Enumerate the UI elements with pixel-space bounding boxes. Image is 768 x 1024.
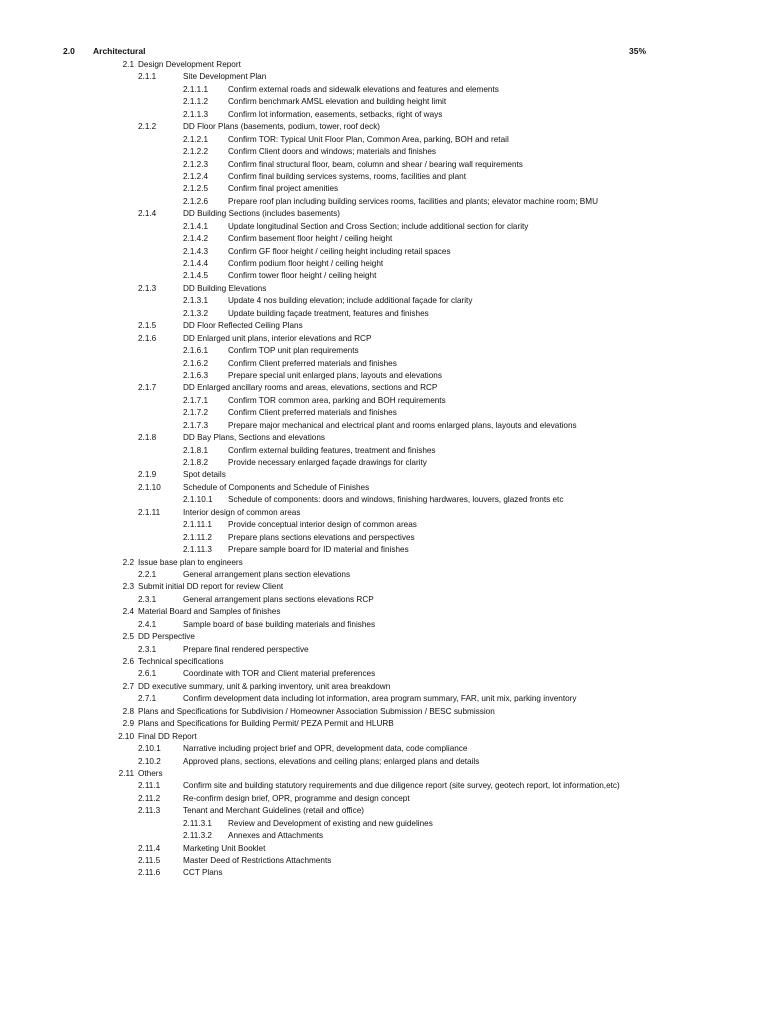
item-text: Confirm podium floor height / ceiling height xyxy=(228,259,384,268)
outline-item-level-3 xyxy=(0,494,768,506)
item-number: 2.4.1 xyxy=(138,619,157,629)
item-text: Interior design of common areas xyxy=(183,507,301,517)
outline-item-level-3 xyxy=(0,270,768,282)
item-text: Confirm final building services systems, rooms, facilities and plant xyxy=(228,171,466,181)
item-text: Approved plans, sections, elevations and ceiling plans; enlarged plans and details xyxy=(183,756,480,766)
item-number: 2.1.9 xyxy=(138,470,157,480)
item-number: 2.1.1.3 xyxy=(183,109,209,119)
item-text: Confirm TOR: Typical Unit Floor Plan, Common Area, parking, BOH and retail xyxy=(228,134,509,144)
item-text: DD Enlarged ancillary rooms and areas, elevations, sections and RCP xyxy=(183,383,438,393)
item-number: 2.1.5 xyxy=(138,321,157,331)
item-text: Material Board and Samples of finishes xyxy=(138,607,281,617)
item-number: 2.2 xyxy=(122,557,134,567)
item-text: Provide conceptual interior design of common areas xyxy=(228,520,417,530)
outline-item-level-3 xyxy=(0,258,768,270)
item-text: Confirm benchmark AMSL elevation and building height limit xyxy=(228,97,447,107)
outline-item-level-2 xyxy=(0,619,768,631)
outline-item-level-2 xyxy=(0,482,768,494)
outline-item-level-3 xyxy=(0,358,768,370)
item-text: Design Development Report xyxy=(138,60,241,69)
outline-item-level-3 xyxy=(0,84,768,96)
outline-item-level-2 xyxy=(0,793,768,805)
item-number: 2.2.1 xyxy=(138,569,157,579)
item-text: Provide necessary enlarged façade drawings for clarity xyxy=(228,458,427,467)
item-number: 2.1.6.2 xyxy=(183,358,209,368)
item-text: Prepare roof plan including building services rooms, facilities and plants; elevator machine room; BMU xyxy=(228,196,598,206)
item-text: Confirm external building features, treatment and finishes xyxy=(228,445,436,455)
item-number: 2.1.6 xyxy=(138,333,157,343)
item-number: 2.1.4.5 xyxy=(183,271,209,281)
outline-item-level-3 xyxy=(0,395,768,407)
item-number: 2.11.4 xyxy=(138,843,161,853)
item-number: 2.1.1 xyxy=(138,72,157,82)
item-text: Prepare special unit enlarged plans, layouts and elevations xyxy=(228,370,442,380)
item-number: 2.11.3.1 xyxy=(183,818,212,828)
item-text: Schedule of Components and Schedule of Finishes xyxy=(183,482,370,492)
item-text: DD Perspective xyxy=(138,632,195,642)
item-number: 2.4 xyxy=(122,607,134,617)
item-number: 2.11.6 xyxy=(138,868,161,878)
item-text: Others xyxy=(138,768,163,778)
item-text: Confirm Client preferred materials and finishes xyxy=(228,408,397,418)
item-number: 2.11.5 xyxy=(138,856,161,865)
outline-item-level-3 xyxy=(0,221,768,233)
outline-item-level-1 xyxy=(0,718,768,730)
item-number: 2.3.1 xyxy=(138,644,157,654)
item-text: Confirm TOR common area, parking and BOH requirements xyxy=(228,395,446,405)
item-text: Confirm final structural floor, beam, column and shear / bearing wall requirements xyxy=(228,159,523,169)
outline-list xyxy=(0,59,768,880)
outline-item-level-2 xyxy=(0,644,768,656)
section-header xyxy=(0,46,768,59)
outline-item-level-1 xyxy=(0,606,768,618)
item-text: DD Building Sections (includes basements) xyxy=(183,209,341,219)
item-text: Site Development Plan xyxy=(183,72,267,82)
outline-item-level-3 xyxy=(0,407,768,419)
outline-item-level-3 xyxy=(0,233,768,245)
item-number: 2.1.8 xyxy=(138,433,157,443)
item-number: 2.7.1 xyxy=(138,694,157,704)
outline-item-level-3 xyxy=(0,171,768,183)
item-number: 2.5 xyxy=(122,632,134,642)
outline-item-level-2 xyxy=(0,693,768,705)
outline-item-level-3 xyxy=(0,532,768,544)
item-text: Confirm Client doors and windows; materials and finishes xyxy=(228,147,436,157)
item-number: 2.1.3.2 xyxy=(183,308,209,318)
item-number: 2.1.7.3 xyxy=(183,420,209,430)
document-outline xyxy=(0,46,768,880)
item-number: 2.1.11.2 xyxy=(183,532,212,542)
outline-item-level-1 xyxy=(0,681,768,693)
item-number: 2.1.8.2 xyxy=(183,458,209,467)
outline-item-level-2 xyxy=(0,780,768,792)
outline-item-level-3 xyxy=(0,420,768,432)
outline-item-level-3 xyxy=(0,183,768,195)
item-number: 2.1.11 xyxy=(138,507,161,517)
outline-item-level-3 xyxy=(0,830,768,842)
outline-item-level-2 xyxy=(0,594,768,606)
outline-item-level-3 xyxy=(0,96,768,108)
item-number: 2.10 xyxy=(118,731,134,741)
item-text: Confirm basement floor height / ceiling height xyxy=(228,234,393,244)
item-number: 2.7 xyxy=(122,681,134,691)
outline-item-level-3 xyxy=(0,146,768,158)
item-text: Confirm development data including lot information, area program summary, FAR, unit mix, parking inventory xyxy=(183,694,577,704)
outline-item-level-3 xyxy=(0,159,768,171)
outline-item-level-1 xyxy=(0,768,768,780)
outline-item-level-2 xyxy=(0,333,768,345)
outline-item-level-2 xyxy=(0,843,768,855)
item-text: DD Bay Plans, Sections and elevations xyxy=(183,433,325,443)
item-text: Final DD Report xyxy=(138,731,197,741)
item-number: 2.1.4.3 xyxy=(183,246,209,256)
item-number: 2.6 xyxy=(122,657,134,666)
outline-item-level-1 xyxy=(0,59,768,71)
item-number: 2.1.4 xyxy=(138,209,157,219)
item-number: 2.11.3 xyxy=(138,806,161,816)
outline-item-level-3 xyxy=(0,345,768,357)
outline-item-level-3 xyxy=(0,370,768,382)
item-text: Prepare major mechanical and electrical plant and rooms enlarged plans, layouts and elevations xyxy=(228,420,577,430)
outline-item-level-2 xyxy=(0,867,768,879)
outline-item-level-1 xyxy=(0,731,768,743)
item-text: Update building façade treatment, features and finishes xyxy=(228,308,429,318)
item-text: DD Enlarged unit plans, interior elevations and RCP xyxy=(183,333,372,343)
outline-item-level-2 xyxy=(0,805,768,817)
item-number: 2.1.1.2 xyxy=(183,97,209,107)
item-text: Issue base plan to engineers xyxy=(138,557,243,567)
item-text: DD executive summary, unit & parking inventory, unit area breakdown xyxy=(138,681,391,691)
item-text: Narrative including project brief and OPR, development data, code compliance xyxy=(183,744,468,754)
item-number: 2.1.3.1 xyxy=(183,296,209,306)
item-number: 2.1.4.4 xyxy=(183,259,209,268)
outline-item-level-3 xyxy=(0,818,768,830)
item-text: Marketing Unit Booklet xyxy=(183,843,266,853)
item-text: Confirm Client preferred materials and finishes xyxy=(228,358,397,368)
item-text: Confirm lot information, easements, setbacks, right of ways xyxy=(228,109,443,119)
outline-item-level-3 xyxy=(0,134,768,146)
section-title: Architectural xyxy=(93,46,146,56)
outline-item-level-3 xyxy=(0,109,768,121)
item-number: 2.11 xyxy=(118,768,134,778)
item-number: 2.1.6.3 xyxy=(183,370,209,380)
item-number: 2.10.2 xyxy=(138,756,161,766)
item-number: 2.1.2.4 xyxy=(183,171,209,181)
section-percent: 35% xyxy=(629,46,647,56)
item-number: 2.1.2.1 xyxy=(183,134,209,144)
outline-item-level-2 xyxy=(0,469,768,481)
item-number: 2.1.11.3 xyxy=(183,545,212,555)
item-text: General arrangement plans section elevations xyxy=(183,569,351,579)
item-number: 2.1.2.2 xyxy=(183,147,209,157)
outline-item-level-1 xyxy=(0,557,768,569)
item-number: 2.8 xyxy=(122,706,134,716)
outline-item-level-2 xyxy=(0,855,768,867)
item-text: Annexes and Attachments xyxy=(228,831,324,841)
outline-item-level-3 xyxy=(0,295,768,307)
outline-item-level-2 xyxy=(0,743,768,755)
item-number: 2.3.1 xyxy=(138,594,157,604)
item-number: 2.1.6.1 xyxy=(183,346,209,356)
outline-item-level-1 xyxy=(0,656,768,668)
item-text: Update longitudinal Section and Cross Section; include additional section for clarity xyxy=(228,221,529,231)
item-text: Plans and Specifications for Subdivision / Homeowner Association Submission / BESC submission xyxy=(138,706,495,716)
item-text: DD Building Elevations xyxy=(183,283,267,293)
outline-item-level-3 xyxy=(0,457,768,469)
outline-item-level-2 xyxy=(0,121,768,133)
item-number: 2.1.2 xyxy=(138,122,157,132)
item-text: Update 4 nos building elevation; include additional façade for clarity xyxy=(228,296,473,306)
item-number: 2.11.1 xyxy=(138,781,161,791)
item-number: 2.1.4.1 xyxy=(183,221,209,231)
item-number: 2.1 xyxy=(122,60,134,69)
item-number: 2.10.1 xyxy=(138,744,161,754)
item-text: Schedule of components: doors and windows, finishing hardwares, louvers, glazed fronts etc xyxy=(228,495,564,505)
outline-item-level-1 xyxy=(0,631,768,643)
item-text: Confirm site and building statutory requirements and due diligence report (site survey, geotech report, lot information,etc) xyxy=(183,781,620,791)
outline-item-level-3 xyxy=(0,519,768,531)
item-number: 2.1.11.1 xyxy=(183,520,212,530)
item-number: 2.1.7.1 xyxy=(183,395,209,405)
item-number: 2.1.10 xyxy=(138,482,161,492)
item-text: Confirm tower floor height / ceiling height xyxy=(228,271,377,281)
item-number: 2.1.3 xyxy=(138,283,157,293)
item-number: 2.1.7 xyxy=(138,383,157,393)
item-number: 2.1.2.6 xyxy=(183,196,209,206)
item-text: Technical specifications xyxy=(138,657,224,666)
item-number: 2.1.2.5 xyxy=(183,184,209,194)
outline-item-level-3 xyxy=(0,544,768,556)
item-text: Submit initial DD report for review Client xyxy=(138,582,284,592)
item-text: Coordinate with TOR and Client material preferences xyxy=(183,669,376,679)
outline-item-level-1 xyxy=(0,706,768,718)
item-number: 2.11.2 xyxy=(138,793,161,803)
item-text: Confirm external roads and sidewalk elevations and features and elements xyxy=(228,84,499,94)
item-text: Master Deed of Restrictions Attachments xyxy=(183,856,332,865)
item-text: CCT Plans xyxy=(183,868,223,878)
item-number: 2.3 xyxy=(122,582,134,592)
outline-item-level-2 xyxy=(0,756,768,768)
item-text: Confirm GF floor height / ceiling height including retail spaces xyxy=(228,246,451,256)
outline-item-level-2 xyxy=(0,507,768,519)
item-text: Tenant and Merchant Guidelines (retail and office) xyxy=(183,806,364,816)
outline-item-level-2 xyxy=(0,71,768,83)
outline-item-level-3 xyxy=(0,445,768,457)
outline-item-level-2 xyxy=(0,283,768,295)
item-text: DD Floor Plans (basements, podium, tower, roof deck) xyxy=(183,122,381,132)
item-number: 2.1.7.2 xyxy=(183,408,209,418)
item-number: 2.11.3.2 xyxy=(183,831,212,841)
outline-item-level-2 xyxy=(0,569,768,581)
item-text: Confirm final project amenities xyxy=(228,184,339,194)
item-number: 2.1.8.1 xyxy=(183,445,209,455)
outline-item-level-2 xyxy=(0,382,768,394)
item-number: 2.1.4.2 xyxy=(183,234,209,244)
section-number: 2.0 xyxy=(63,46,75,56)
item-text: Plans and Specifications for Building Permit/ PEZA Permit and HLURB xyxy=(138,719,394,729)
outline-item-level-2 xyxy=(0,208,768,220)
outline-item-level-2 xyxy=(0,320,768,332)
item-number: 2.6.1 xyxy=(138,669,157,679)
item-text: Prepare plans sections elevations and perspectives xyxy=(228,532,415,542)
outline-item-level-2 xyxy=(0,432,768,444)
item-text: Spot details xyxy=(183,470,226,480)
item-number: 2.1.2.3 xyxy=(183,159,209,169)
item-text: Prepare sample board for ID material and finishes xyxy=(228,545,409,555)
outline-item-level-1 xyxy=(0,581,768,593)
outline-item-level-3 xyxy=(0,196,768,208)
item-text: DD Floor Reflected Ceiling Plans xyxy=(183,321,303,331)
item-text: Review and Development of existing and new guidelines xyxy=(228,818,433,828)
item-number: 2.1.10.1 xyxy=(183,495,213,505)
outline-item-level-2 xyxy=(0,668,768,680)
item-number: 2.9 xyxy=(122,719,134,729)
item-text: Prepare final rendered perspective xyxy=(183,644,309,654)
item-text: Re-confirm design brief, OPR, programme and design concept xyxy=(183,793,410,803)
item-number: 2.1.1.1 xyxy=(183,84,209,94)
item-text: Sample board of base building materials and finishes xyxy=(183,619,376,629)
outline-item-level-3 xyxy=(0,246,768,258)
item-text: General arrangement plans sections elevations RCP xyxy=(183,594,374,604)
item-text: Confirm TOP unit plan requirements xyxy=(228,346,359,356)
outline-item-level-3 xyxy=(0,308,768,320)
